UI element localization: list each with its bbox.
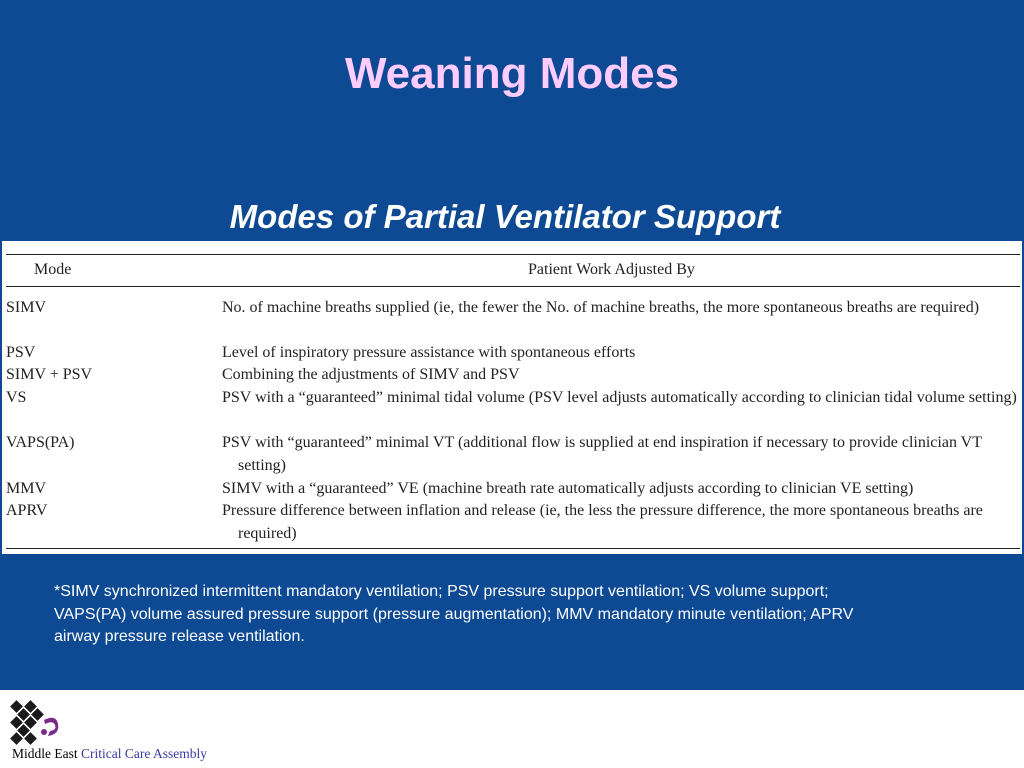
slide-subtitle: Modes of Partial Ventilator Support [229, 198, 781, 235]
row-mode: VAPS(PA) [6, 434, 75, 451]
row-description: No. of machine breaths supplied (ie, the fewer the No. of machine breaths, the more spontaneous breaths are required) [222, 299, 980, 316]
row-description: PSV with a “guaranteed” minimal tidal volume (PSV level adjusts automatically according to clinician tidal volume setting) [222, 389, 1017, 406]
table-header-rule [6, 286, 1020, 287]
row-mode: MMV [6, 480, 47, 497]
row-description: SIMV with a “guaranteed” VE (machine breath rate automatically adjusts according to clinician VE setting) [222, 480, 914, 497]
row-description: PSV with “guaranteed” minimal VT (additional flow is supplied at end inspiration if necessary to provide clinician VT setting) [222, 434, 982, 474]
org-name-part1: Middle East [12, 746, 78, 761]
row-mode: SIMV [6, 299, 47, 316]
row-mode: PSV [6, 344, 36, 361]
row-description: Pressure difference between inflation and release (ie, the less the pressure difference, the more spontaneous breaths are required) [222, 502, 983, 542]
row-mode: SIMV + PSV [6, 366, 93, 383]
row-mode: VS [6, 389, 27, 406]
row-description: Level of inspiratory pressure assistance with spontaneous efforts [222, 344, 636, 361]
row-mode: APRV [6, 502, 48, 519]
modes-table [0, 241, 1022, 554]
row-description: Combining the adjustments of SIMV and PSV [222, 366, 520, 383]
table-bottom-rule [6, 548, 1020, 549]
org-name [12, 746, 207, 762]
header-mode: Mode [34, 261, 72, 278]
header-adjusted-by: Patient Work Adjusted By [528, 261, 695, 278]
logo-icon [10, 700, 62, 746]
org-name-part2: Critical Care Assembly [81, 746, 207, 761]
slide-title: Weaning Modes [344, 49, 680, 98]
footnote: *SIMV synchronized intermittent mandatory ventilation; PSV pressure support ventilation; VS volume support; VAPS(PA) volume assured pressure support (pressure augmentation); MMV mandatory minute ventilation; APRV airway pressure release ventilation. [54, 583, 854, 645]
table-top-rule [6, 254, 1020, 255]
